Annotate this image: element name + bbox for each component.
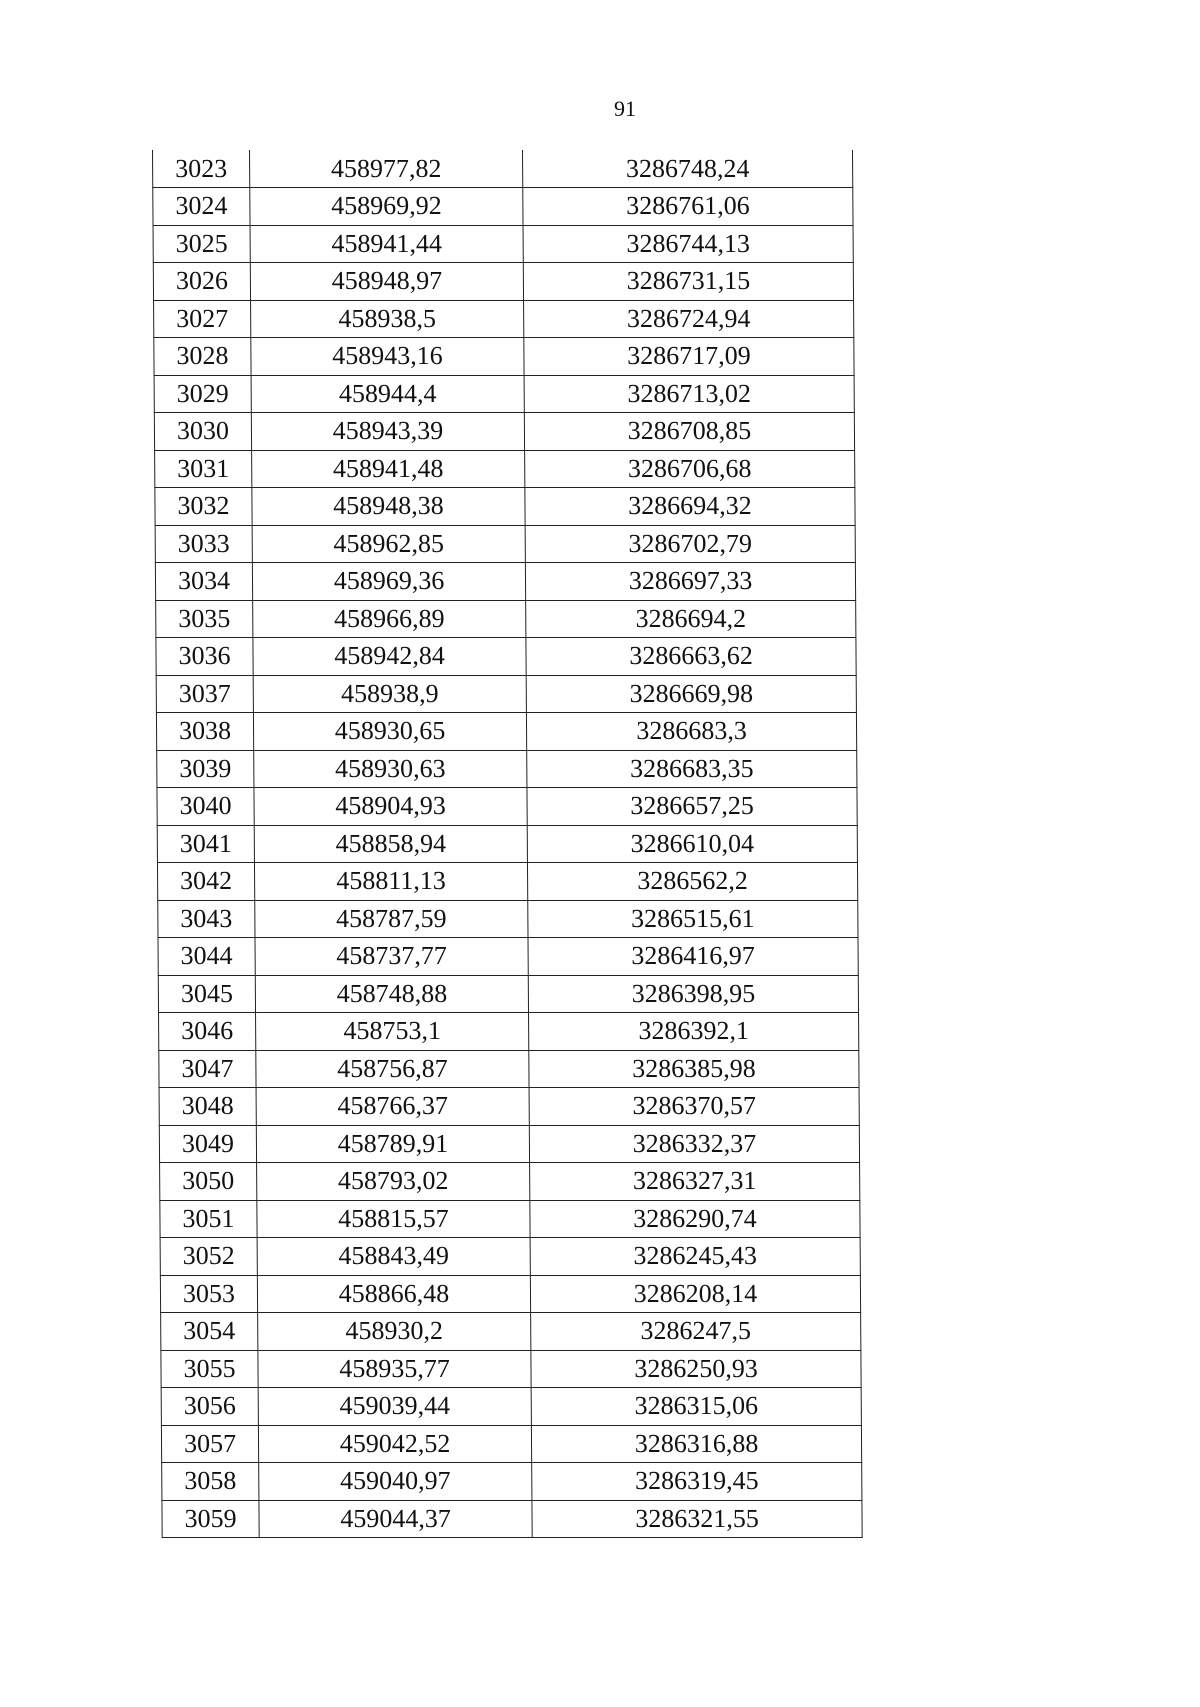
y-coordinate-cell: 3286208,14 — [530, 1275, 860, 1313]
table-row — [153, 150, 853, 188]
table-row — [157, 825, 857, 863]
table-row — [155, 525, 855, 563]
y-coordinate-cell: 3286245,43 — [530, 1238, 860, 1276]
x-coordinate-cell: 458793,02 — [257, 1163, 530, 1201]
y-coordinate-cell: 3286290,74 — [530, 1200, 860, 1238]
point-number-cell: 3044 — [158, 938, 255, 976]
table-row — [156, 600, 856, 638]
table-row — [155, 563, 855, 601]
table-row — [159, 1088, 859, 1126]
y-coordinate-cell: 3286385,98 — [529, 1050, 859, 1088]
x-coordinate-cell: 458941,48 — [252, 450, 525, 488]
table-row — [154, 375, 854, 413]
y-coordinate-cell: 3286697,33 — [525, 563, 855, 601]
y-coordinate-cell: 3286515,61 — [528, 900, 858, 938]
y-coordinate-cell: 3286316,88 — [531, 1425, 861, 1463]
x-coordinate-cell: 458787,59 — [255, 900, 528, 938]
x-coordinate-cell: 459040,97 — [259, 1463, 532, 1501]
point-number-cell: 3039 — [157, 750, 254, 788]
x-coordinate-cell: 458930,65 — [253, 713, 526, 751]
y-coordinate-cell: 3286694,2 — [526, 600, 856, 638]
x-coordinate-cell: 458962,85 — [252, 525, 525, 563]
x-coordinate-cell: 458904,93 — [254, 788, 527, 826]
point-number-cell: 3040 — [157, 788, 254, 826]
table-row — [157, 788, 857, 826]
point-number-cell: 3032 — [155, 488, 252, 526]
table-row — [157, 750, 857, 788]
table-row — [161, 1313, 861, 1351]
x-coordinate-cell: 458969,36 — [252, 563, 525, 601]
point-number-cell: 3025 — [153, 225, 250, 263]
point-number-cell: 3049 — [159, 1125, 256, 1163]
table-row — [160, 1238, 860, 1276]
point-number-cell: 3047 — [159, 1050, 256, 1088]
y-coordinate-cell: 3286702,79 — [525, 525, 855, 563]
point-number-cell: 3038 — [156, 713, 253, 751]
point-number-cell: 3055 — [161, 1350, 258, 1388]
point-number-cell: 3056 — [161, 1388, 258, 1426]
y-coordinate-cell: 3286717,09 — [524, 338, 854, 376]
y-coordinate-cell: 3286731,15 — [523, 263, 853, 301]
table-row — [161, 1350, 861, 1388]
x-coordinate-cell: 458942,84 — [253, 638, 526, 676]
y-coordinate-cell: 3286694,32 — [525, 488, 855, 526]
y-coordinate-cell: 3286392,1 — [529, 1013, 859, 1051]
y-coordinate-cell: 3286713,02 — [524, 375, 854, 413]
x-coordinate-cell: 458969,92 — [250, 188, 523, 226]
x-coordinate-cell: 458811,13 — [254, 863, 527, 901]
table-row — [159, 1013, 859, 1051]
x-coordinate-cell: 458966,89 — [253, 600, 526, 638]
point-number-cell: 3026 — [153, 263, 250, 301]
x-coordinate-cell: 458789,91 — [256, 1125, 529, 1163]
point-number-cell: 3041 — [157, 825, 254, 863]
table-row — [161, 1388, 861, 1426]
table-row — [162, 1500, 862, 1538]
x-coordinate-cell: 458941,44 — [250, 225, 523, 263]
x-coordinate-cell: 458948,97 — [250, 263, 523, 301]
point-number-cell: 3036 — [156, 638, 253, 676]
point-number-cell: 3029 — [154, 375, 251, 413]
y-coordinate-cell: 3286327,31 — [530, 1163, 860, 1201]
y-coordinate-cell: 3286744,13 — [523, 225, 853, 263]
table-row — [153, 188, 853, 226]
y-coordinate-cell: 3286724,94 — [524, 300, 854, 338]
x-coordinate-cell: 458756,87 — [256, 1050, 529, 1088]
table-row — [158, 938, 858, 976]
y-coordinate-cell: 3286332,37 — [529, 1125, 859, 1163]
coordinates-table-body — [153, 150, 863, 1538]
x-coordinate-cell: 458948,38 — [252, 488, 525, 526]
table-row — [154, 300, 854, 338]
y-coordinate-cell: 3286748,24 — [523, 150, 853, 188]
point-number-cell: 3034 — [155, 563, 252, 601]
x-coordinate-cell: 458748,88 — [255, 975, 528, 1013]
table-row — [154, 338, 854, 376]
point-number-cell: 3042 — [157, 863, 254, 901]
x-coordinate-cell: 458858,94 — [254, 825, 527, 863]
table-row — [156, 638, 856, 676]
point-number-cell: 3050 — [160, 1163, 257, 1201]
y-coordinate-cell: 3286416,97 — [528, 938, 858, 976]
y-coordinate-cell: 3286663,62 — [526, 638, 856, 676]
y-coordinate-cell: 3286562,2 — [527, 863, 857, 901]
point-number-cell: 3046 — [159, 1013, 256, 1051]
x-coordinate-cell: 458935,77 — [258, 1350, 531, 1388]
point-number-cell: 3024 — [153, 188, 250, 226]
table-row — [160, 1200, 860, 1238]
table-row — [157, 863, 857, 901]
point-number-cell: 3027 — [154, 300, 251, 338]
x-coordinate-cell: 458930,63 — [254, 750, 527, 788]
x-coordinate-cell: 458737,77 — [255, 938, 528, 976]
y-coordinate-cell: 3286321,55 — [532, 1500, 862, 1538]
table-row — [156, 713, 856, 751]
x-coordinate-cell: 458815,57 — [257, 1200, 530, 1238]
x-coordinate-cell: 459044,37 — [259, 1500, 532, 1538]
y-coordinate-cell: 3286315,06 — [531, 1388, 861, 1426]
point-number-cell: 3052 — [160, 1238, 257, 1276]
y-coordinate-cell: 3286250,93 — [531, 1350, 861, 1388]
point-number-cell: 3054 — [161, 1313, 258, 1351]
x-coordinate-cell: 458930,2 — [258, 1313, 531, 1351]
x-coordinate-cell: 458766,37 — [256, 1088, 529, 1126]
coordinates-table — [152, 150, 863, 1538]
y-coordinate-cell: 3286247,5 — [531, 1313, 861, 1351]
point-number-cell: 3035 — [156, 600, 253, 638]
page-number: 91 — [614, 96, 636, 121]
table-row — [160, 1275, 860, 1313]
point-number-cell: 3059 — [162, 1500, 259, 1538]
point-number-cell: 3057 — [161, 1425, 258, 1463]
table-row — [156, 675, 856, 713]
table-row — [158, 900, 858, 938]
point-number-cell: 3033 — [155, 525, 252, 563]
x-coordinate-cell: 458977,82 — [250, 150, 523, 188]
y-coordinate-cell: 3286657,25 — [527, 788, 857, 826]
point-number-cell: 3045 — [158, 975, 255, 1013]
y-coordinate-cell: 3286683,35 — [527, 750, 857, 788]
x-coordinate-cell: 458938,5 — [251, 300, 524, 338]
y-coordinate-cell: 3286708,85 — [524, 413, 854, 451]
table-row — [159, 1125, 859, 1163]
point-number-cell: 3048 — [159, 1088, 256, 1126]
table-row — [155, 488, 855, 526]
table-row — [154, 413, 854, 451]
x-coordinate-cell: 458943,39 — [251, 413, 524, 451]
point-number-cell: 3031 — [155, 450, 252, 488]
x-coordinate-cell: 458943,16 — [251, 338, 524, 376]
x-coordinate-cell: 459042,52 — [258, 1425, 531, 1463]
y-coordinate-cell: 3286761,06 — [523, 188, 853, 226]
table-row — [162, 1463, 862, 1501]
table-row — [160, 1163, 860, 1201]
table-row — [161, 1425, 861, 1463]
table-row — [159, 1050, 859, 1088]
x-coordinate-cell: 458843,49 — [257, 1238, 530, 1276]
x-coordinate-cell: 459039,44 — [258, 1388, 531, 1426]
y-coordinate-cell: 3286370,57 — [529, 1088, 859, 1126]
point-number-cell: 3058 — [162, 1463, 259, 1501]
point-number-cell: 3030 — [154, 413, 251, 451]
x-coordinate-cell: 458944,4 — [251, 375, 524, 413]
table-row — [155, 450, 855, 488]
point-number-cell: 3051 — [160, 1200, 257, 1238]
y-coordinate-cell: 3286669,98 — [526, 675, 856, 713]
table-row — [158, 975, 858, 1013]
y-coordinate-cell: 3286610,04 — [527, 825, 857, 863]
x-coordinate-cell: 458866,48 — [257, 1275, 530, 1313]
point-number-cell: 3053 — [160, 1275, 257, 1313]
y-coordinate-cell: 3286683,3 — [526, 713, 856, 751]
y-coordinate-cell: 3286319,45 — [532, 1463, 862, 1501]
point-number-cell: 3037 — [156, 675, 253, 713]
table-row — [153, 263, 853, 301]
point-number-cell: 3028 — [154, 338, 251, 376]
table-row — [153, 225, 853, 263]
x-coordinate-cell: 458753,1 — [256, 1013, 529, 1051]
point-number-cell: 3023 — [153, 150, 250, 188]
x-coordinate-cell: 458938,9 — [253, 675, 526, 713]
y-coordinate-cell: 3286398,95 — [528, 975, 858, 1013]
y-coordinate-cell: 3286706,68 — [525, 450, 855, 488]
point-number-cell: 3043 — [158, 900, 255, 938]
